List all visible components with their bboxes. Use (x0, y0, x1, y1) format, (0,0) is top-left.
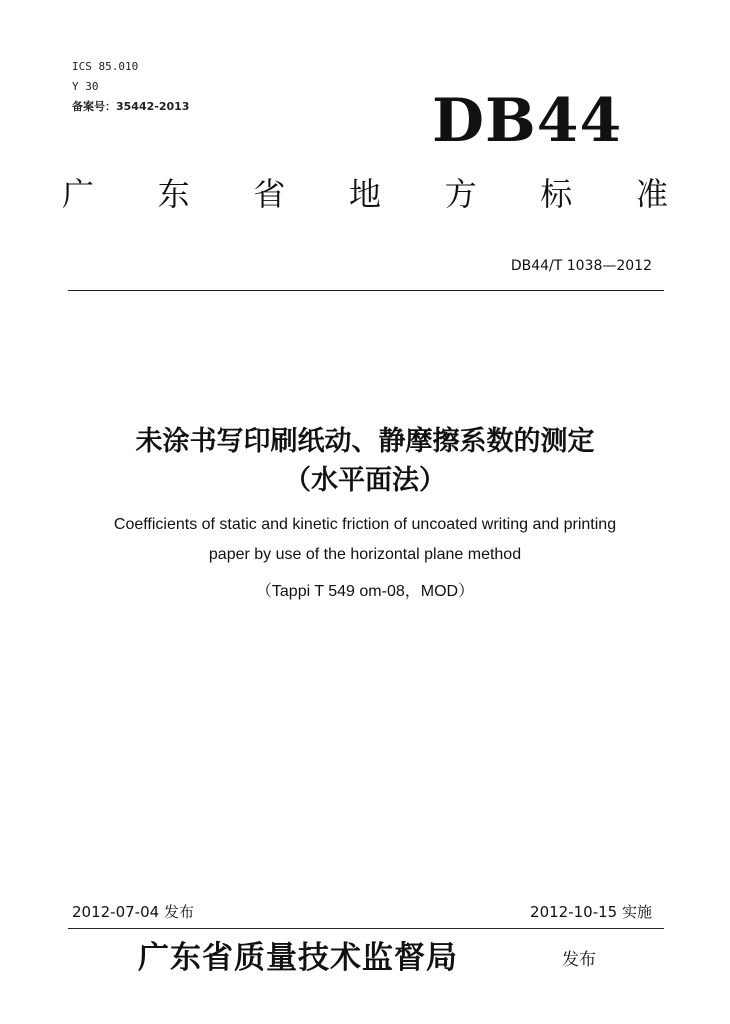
record-label: 备案号： (72, 100, 116, 113)
bottom-divider (68, 928, 664, 929)
issuer-suffix: 发布 (562, 950, 596, 970)
issue-date: 2012-07-04 发布 (72, 903, 194, 921)
record-number-line (72, 100, 189, 114)
adoption-note: （Tappi T 549 om-08，MOD） (255, 583, 475, 600)
standard-type-char: 标 (540, 175, 573, 213)
issuer-name: 广东省质量技术监督局 (138, 940, 458, 976)
title-cn-line2: （水平面法） (284, 465, 446, 496)
ics-code: ICS 85.010 (72, 60, 139, 73)
standard-type-char: 省 (253, 175, 286, 213)
top-divider (68, 290, 664, 291)
standard-type-char: 地 (348, 175, 381, 213)
ccs-code: Y 30 (72, 80, 99, 93)
standard-number: DB44/T 1038—2012 (510, 258, 652, 274)
standard-type-char: 方 (444, 175, 477, 213)
title-en-line1: Coefficients of static and kinetic friction of uncoated writing and printing (113, 516, 617, 533)
title-cn-line1: 未涂书写印刷纸动、静摩擦系数的测定 (135, 426, 595, 457)
record-number: 35442-2013 (116, 100, 190, 113)
standard-type-heading (62, 172, 668, 216)
standard-type-char: 准 (635, 175, 668, 213)
standard-type-char: 东 (157, 175, 190, 213)
standard-type-char: 广 (62, 175, 95, 213)
title-en-line2: paper by use of the horizontal plane method (208, 546, 522, 563)
db44-logo: DB44 (432, 86, 623, 156)
implement-date: 2012-10-15 实施 (530, 903, 652, 921)
